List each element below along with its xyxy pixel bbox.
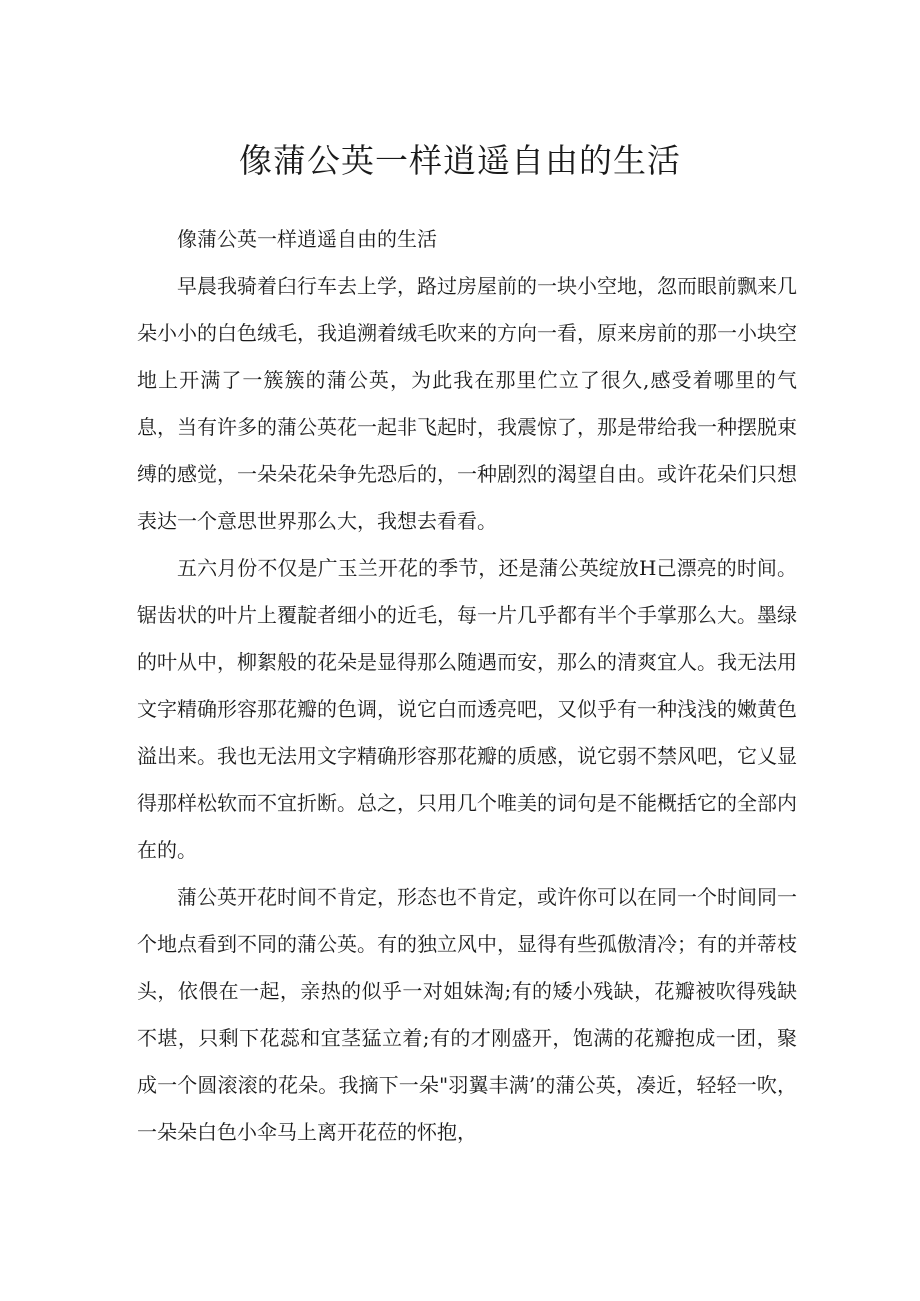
document-body: [137, 216, 797, 1156]
subtitle-paragraph: 像蒲公英一样逍遥自由的生活: [177, 227, 437, 251]
paragraph-morning: 早晨我骑着臼行车去上学，路过房屋前的一块小空地，忽而眼前飘来几朵小小的白色绒毛，我追溯着绒毛吹来的方向一看，原来房前的那一小块空地上开满了一簇簇的蒲公英，为此我在那里伫立了很久,感受着哪里的气息，当有许多的蒲公英花一起非飞起时，我震惊了，那是带给我一种摆脱束缚的感觉，一朵朵花朵争先恐后的，一种剧烈的渴望自由。或许花朵们只想表达一个意思世界那么大，我想去看看。: [137, 274, 797, 533]
paragraph-forms: 蒲公英开花时间不肯定，形态也不肯定，或许你可以在同一个时间同一个地点看到不同的蒲公英。有的独立风中，显得有些孤傲清冷；有的并蒂枝头，依偎在一起，亲热的似乎一对姐妹淘;有的矮小残缺，花瓣被吹得残缺不堪，只剩下花蕊和宜茎猛立着;有的才刚盛开，饱满的花瓣抱成一团，聚成一个圆滚滚的花朵。我摘下一朵"羽翼丰满’的蒲公英，凑近，轻轻一吹，一朵朵白色小伞马上离开花莅的怀抱，: [137, 885, 797, 1144]
document-title: 像蒲公英一样逍遥自由的生活: [239, 141, 681, 180]
paragraph-may-june: 五六月份不仅是广玉兰开花的季节，还是蒲公英绽放H己漂亮的时间。锯齿状的叶片上覆靛者细小的近毛，每一片几乎都有半个手掌那么大。墨绿的叶从中，柳絮般的花朵是显得那么随遇而安，那么的清爽宜人。我无法用文字精确形容那花瓣的色调，说它白而透亮吧，又似乎有一种浅浅的嫩黄色溢出来。我也无法用文字精确形容那花瓣的质感，说它弱不禁风吧，它乂显得那样松软而不宜折断。总之，只用几个唯美的词句是不能概括它的全部内在的。: [137, 556, 797, 862]
